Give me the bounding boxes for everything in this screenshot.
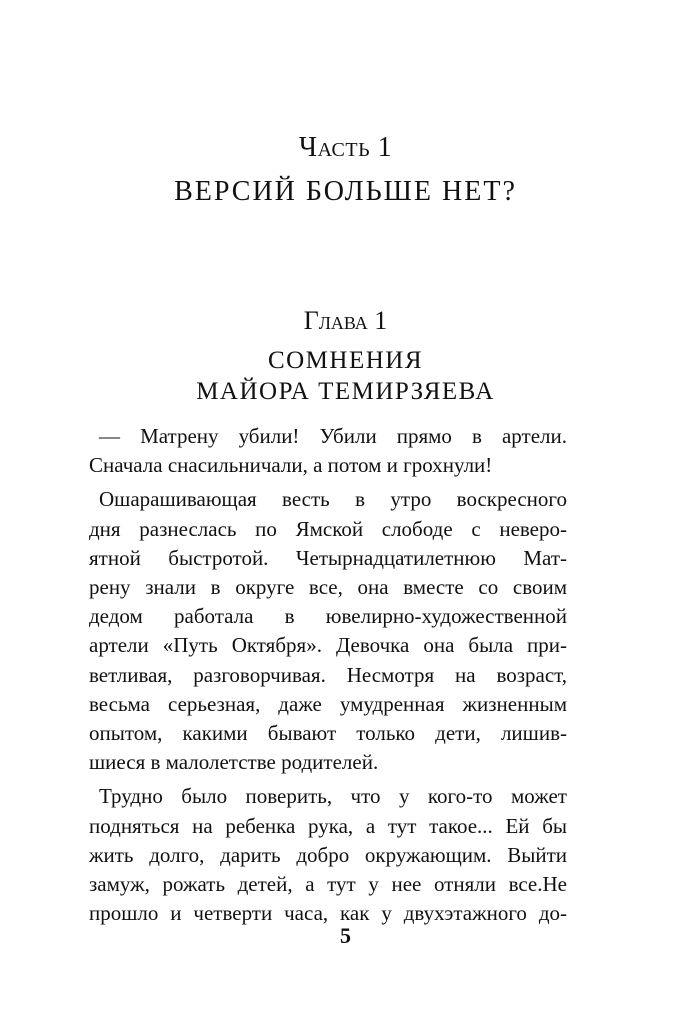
text-line: Сначала снасильничали, а потом и грохнули!: [89, 453, 493, 478]
text-line: Трудно было поверить, что у кого-то может: [99, 784, 567, 809]
chapter-title-line-1: СОМНЕНИЯ: [267, 347, 424, 374]
page-number: 5: [340, 923, 351, 948]
text-line: жить долго, дарить добро окружающим. Выйти: [89, 842, 567, 867]
text-line: весьма серьезная, даже умудренная жизненным: [89, 691, 567, 716]
text-line: дедом работала в ювелирно-художественной: [89, 604, 567, 629]
text-line: опытом, какими бывают только дети, лишив-: [89, 721, 567, 746]
text-line: подняться на ребенка рука, а тут такое... Ей бы: [89, 813, 567, 838]
chapter-title: [0, 345, 691, 407]
text-line: рену знали в округе все, она вместе со своим: [89, 575, 567, 600]
text-line: — Матрену убили! Убили прямо в артели.: [99, 424, 567, 448]
paragraph-3: [89, 782, 567, 928]
text-line: замуж, рожать детей, а тут у нее отняли все.Не: [89, 872, 567, 897]
part-label: Часть 1: [298, 132, 393, 163]
text-line: ятной быстротой. Четырнадцатилетнюю Мат-: [89, 545, 567, 570]
paragraph-1: [89, 422, 567, 480]
text-line: шиеся в малолетстве родителей.: [89, 750, 379, 775]
text-line: дня разнеслась по Ямской слободе с неверо-: [89, 516, 567, 541]
body-text: [89, 422, 567, 933]
text-line: Ошарашивающая весть в утро воскресного: [99, 487, 567, 512]
paragraph-2: [89, 485, 567, 777]
chapter-title-line-2: МАЙОРА ТЕМИРЗЯЕВА: [196, 378, 495, 405]
text-line: прошло и четверти часа, как у двухэтажного до-: [89, 901, 567, 926]
part-title: ВЕРСИЙ БОЛЬШЕ НЕТ?: [174, 176, 517, 207]
chapter-label: Глава 1: [303, 306, 388, 335]
text-line: ветливая, разговорчивая. Несмотря на возраст,: [89, 662, 567, 687]
text-line: артели «Путь Октября». Девочка она была при-: [89, 633, 567, 658]
